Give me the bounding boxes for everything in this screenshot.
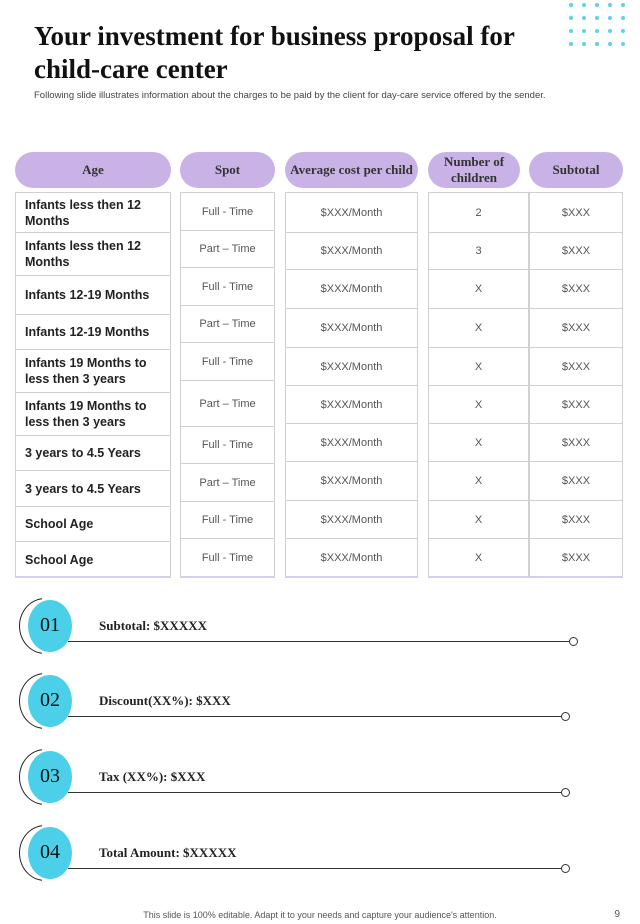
- step-line-end: [569, 637, 578, 646]
- page-subtitle: Following slide illustrates information about the charges to be paid by the client for day-care service offered by the sender.: [34, 90, 546, 101]
- page-title: Your investment for business proposal for child-care center: [34, 21, 515, 84]
- average-cost-cell: $XXX/Month: [286, 270, 417, 309]
- spot-cell: Full - Time: [181, 427, 274, 464]
- decorative-dot: [582, 29, 586, 33]
- decorative-dot: [582, 42, 586, 46]
- decorative-dot: [608, 42, 612, 46]
- age-cell: Infants 19 Months to less then 3 years: [16, 393, 170, 436]
- number-of-children-column: [428, 192, 529, 578]
- average-cost-cell: $XXX/Month: [286, 501, 417, 539]
- decorative-dot: [608, 16, 612, 20]
- age-cell: 3 years to 4.5 Years: [16, 436, 170, 471]
- step-label: Discount(XX%): $XXX: [99, 693, 231, 708]
- spot-cell: Part – Time: [181, 306, 274, 343]
- summary-step: [0, 675, 640, 735]
- average-cost-cell: $XXX/Month: [286, 309, 417, 348]
- number-of-children-cell: 2: [429, 193, 528, 233]
- step-number: 04: [40, 841, 60, 863]
- decorative-dot: [608, 3, 612, 7]
- step-number: 02: [40, 689, 60, 711]
- age-cell: Infants 19 Months to less then 3 years: [16, 350, 170, 393]
- subtotal-cell: $XXX: [530, 348, 622, 386]
- step-line-end: [561, 712, 570, 721]
- spot-cell: Part – Time: [181, 381, 274, 427]
- spot-cell: Full - Time: [181, 502, 274, 539]
- average-cost-cell: $XXX/Month: [286, 386, 417, 424]
- average-cost-cell: $XXX/Month: [286, 462, 417, 501]
- number-of-children-cell: X: [429, 386, 528, 424]
- spot-cell: Full - Time: [201, 552, 254, 564]
- header-number-of-children: Number of children: [428, 152, 520, 188]
- step-label: Subtotal: $XXXXX: [99, 618, 207, 633]
- decorative-dot: [582, 16, 586, 20]
- step-line-end: [561, 864, 570, 873]
- age-cell: School Age: [16, 507, 170, 542]
- subtotal-cell: $XXX: [561, 552, 591, 564]
- header-average-cost: Average cost per child: [285, 152, 418, 188]
- step-line-end: [561, 788, 570, 797]
- summary-step: [0, 751, 640, 811]
- number-of-children-cell: 3: [429, 233, 528, 270]
- age-column: [15, 192, 171, 578]
- spot-cell: Part – Time: [181, 231, 274, 268]
- spot-cell: Full - Time: [181, 343, 274, 381]
- subtotal-cell: $XXX: [530, 462, 622, 501]
- number-of-children-cell: X: [429, 501, 528, 539]
- header-subtotal: Subtotal: [529, 152, 623, 188]
- average-cost-cell: $XXX/Month: [320, 552, 383, 564]
- decorative-dot: [595, 3, 599, 7]
- step-line: [68, 716, 565, 717]
- step-line: [68, 792, 565, 793]
- age-cell: 3 years to 4.5 Years: [16, 471, 170, 507]
- step-line: [68, 641, 573, 642]
- step-label: Tax (XX%): $XXX: [99, 769, 206, 784]
- spot-column: [180, 192, 275, 578]
- age-cell: Infants less then 12 Months: [16, 193, 170, 233]
- subtotal-cell: $XXX: [530, 501, 622, 539]
- decorative-dot: [595, 16, 599, 20]
- spot-cell: Full - Time: [181, 193, 274, 231]
- subtotal-cell: $XXX: [530, 424, 622, 462]
- subtotal-column: [529, 192, 623, 578]
- number-of-children-cell: X: [429, 348, 528, 386]
- page-number: 9: [614, 909, 620, 920]
- average-cost-cell: $XXX/Month: [286, 424, 417, 462]
- decorative-dot: [595, 29, 599, 33]
- number-of-children-cell: X: [429, 270, 528, 309]
- decorative-dot: [621, 42, 625, 46]
- step-number: 01: [40, 614, 60, 636]
- average-cost-cell: $XXX/Month: [286, 193, 417, 233]
- step-label: Total Amount: $XXXXX: [99, 845, 237, 860]
- subtotal-cell: $XXX: [530, 193, 622, 233]
- age-cell: Infants 12-19 Months: [16, 276, 170, 315]
- age-cell: School Age: [25, 552, 94, 567]
- decorative-dot: [608, 29, 612, 33]
- age-cell: Infants less then 12 Months: [16, 233, 170, 276]
- number-of-children-cell: X: [429, 462, 528, 501]
- spot-cell: Full - Time: [181, 268, 274, 306]
- number-of-children-cell: X: [429, 309, 528, 348]
- subtotal-cell: $XXX: [530, 386, 622, 424]
- summary-step: [0, 600, 640, 660]
- decorative-dot: [621, 3, 625, 7]
- subtotal-cell: $XXX: [530, 270, 622, 309]
- footer-note: This slide is 100% editable. Adapt it to your needs and capture your audience's attention.: [143, 910, 497, 920]
- age-cell: Infants 12-19 Months: [16, 315, 170, 350]
- subtotal-cell: $XXX: [530, 233, 622, 270]
- decorative-dot: [569, 3, 573, 7]
- average-cost-cell: $XXX/Month: [286, 233, 417, 270]
- average-cost-cell: $XXX/Month: [286, 348, 417, 386]
- step-line: [68, 868, 565, 869]
- subtotal-cell: $XXX: [530, 309, 622, 348]
- decorative-dot-grid: [566, 0, 640, 48]
- number-of-children-cell: X: [474, 552, 483, 564]
- step-number: 03: [40, 765, 60, 787]
- header-age: Age: [15, 152, 171, 188]
- decorative-dot: [621, 16, 625, 20]
- decorative-dot: [595, 42, 599, 46]
- average-cost-column: [285, 192, 418, 578]
- spot-cell: Part – Time: [181, 464, 274, 502]
- decorative-dot: [621, 29, 625, 33]
- summary-step: [0, 827, 640, 887]
- header-spot: Spot: [180, 152, 275, 188]
- decorative-dot: [582, 3, 586, 7]
- number-of-children-cell: X: [429, 424, 528, 462]
